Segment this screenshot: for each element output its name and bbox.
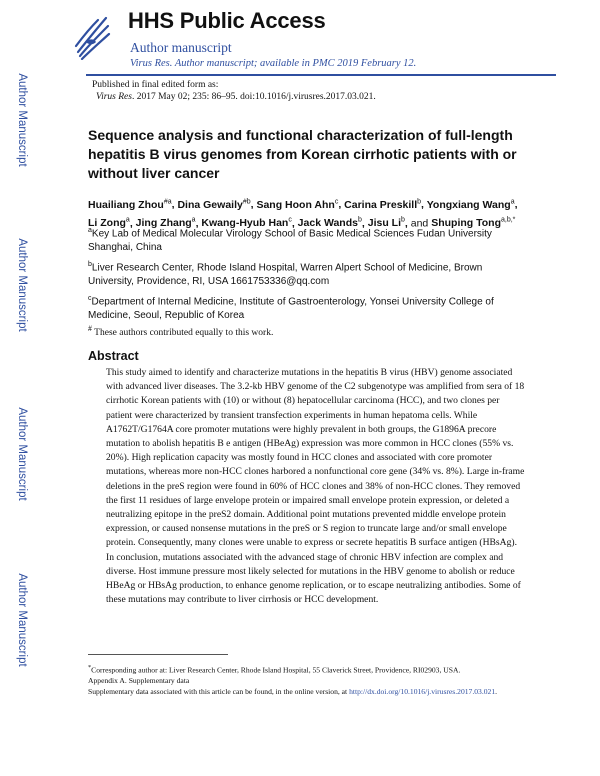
supplementary-note: Supplementary data associated with this article can be found, in the online version, at http://dx.doi.org/10.1016/j.virusres.2017.03.021. xyxy=(88,686,498,696)
author: Yongxiang Wang$^a$ xyxy=(426,198,515,211)
equal-contribution-note: # These authors contributed equally to this work. xyxy=(88,324,274,339)
sidebar-label: Author Manuscript xyxy=(16,407,28,501)
footnote-divider xyxy=(88,654,228,655)
sidebar-label: Author Manuscript xyxy=(16,573,28,667)
author: Li Zong$^a$ xyxy=(88,216,130,229)
author: Huailiang Zhou$^{\#a}$ xyxy=(88,198,172,211)
article-title: Sequence analysis and functional characterization of full-length hepatitis B virus genomes from Korean cirrhotic patients with or without liver cancer xyxy=(88,127,517,181)
banner-title: HHS Public Access xyxy=(128,8,326,33)
abstract-heading: Abstract xyxy=(88,349,139,363)
banner-divider xyxy=(86,74,556,76)
author: Sang Hoon Ahn$^c$ xyxy=(256,198,339,211)
sidebar-label: Author Manuscript xyxy=(16,238,28,332)
author: Carina Preskill$^b$ xyxy=(344,198,422,211)
author: Kwang-Hyub Han$^c$ xyxy=(201,216,292,229)
publication-details: . 2017 May 02; 235: 86–95. doi:10.1016/j.virusres.2017.03.021. xyxy=(131,92,376,102)
author-list: Huailiang Zhou$^{\#a}$, Dina Gewaily$^{\#b}$, Sang Hoon Ahn$^c$, Carina Preskill$^b$, Yongxiang Wang$^a$, Li Zong$^a$, Jing Zhang$^a$, Kwang-Hyub Han$^c$, Jack Wands$^b$, Jisu Li$^b$, and Shuping Tong$^{a,b,*}$ xyxy=(88,198,518,229)
appendix-note: Appendix A. Supplementary data xyxy=(88,676,190,686)
banner-subtitle: Author manuscript xyxy=(130,40,232,55)
sidebar-label: Author Manuscript xyxy=(16,73,28,167)
published-info xyxy=(92,79,376,103)
footnotes xyxy=(88,663,528,697)
author: Jack Wands$^b$ xyxy=(297,216,362,229)
corresponding-author-note: *Corresponding author at: Liver Research Center, Rhode Island Hospital, 55 Claverick Street, Providence, RI02903, USA. xyxy=(88,664,461,675)
supplementary-link[interactable]: http://dx.doi.org/10.1016/j.virusres.2017.03.021 xyxy=(349,686,496,696)
published-line: Published in final edited form as: xyxy=(92,80,219,90)
author: Dina Gewaily$^{\#b}$ xyxy=(177,198,251,211)
author: Jisu Li$^b$ xyxy=(367,216,405,229)
affiliation: $^c$Department of Internal Medicine, Institute of Gastroenterology, Yonsei University College of Medicine, Seoul, Republic of Korea xyxy=(88,295,494,322)
affiliation: $^b$Liver Research Center, Rhode Island Hospital, Warren Alpert School of Medicine, Brown University, Providence, RI, USA 1661753336@qq.com xyxy=(88,261,483,288)
journal-name: Virus Res xyxy=(96,92,132,102)
and-word: and xyxy=(410,217,429,229)
author: Jing Zhang$^a$ xyxy=(135,216,196,229)
affiliation: $^a$Key Lab of Medical Molecular Virology School of Basic Medical Sciences Fudan University Shanghai, China xyxy=(88,227,492,254)
abstract-body: This study aimed to identify and characterize mutations in the hepatitis B virus (HBV) genome associated with advanced liver diseases. The 3.2-kb HBV genome of the C2 subgenotype was amplified from sera of 18 cirrhotic Korean patients with (10) or without (8) hepatocellular carcinoma (HCC), and two clones per patient were characterized by transient transfection experiments in human hepatoma cells. While A1762T/G1764A core promoter mutations were highly prevalent in both groups, the G1896A precore mutation to abolish hepatitis B e antigen (HBeAg) expression was more common in HCC clones (55% vs. 20%). High replication capacity was mostly found in HCC clones and associated with core promoter mutations, whereas more non-HCC clones harbored a nonfunctional core gene (34% vs. 8%). Large in-frame deletions in the preS region were found in 60% of HCC clones and 38% of non-HCC clones. They removed the first 11 residues of large envelope protein or impaired small envelope protein expression, or deleted a neutralizing epitope in the preS2 domain. Additional point mutations prevented middle envelope protein expression, or caused nonsense mutations in the preS or S region to truncate large and/or small envelope protein. Consequently, many clones were unable to express or secrete hepatitis B surface antigen (HBsAg). In conclusion, mutations associated with the advanced stage of chronic HBV infection are complex and diverse. Host immune pressure most likely selected for mutations in the HBV genome to abolish or reduce HBeAg or HBsAg production, to enhance genome replication, or to escape neutralizing antibodies. Some of these mutations may contribute to liver cirrhosis or HCC development. xyxy=(106,367,525,606)
author: Shuping Tong$^{a,b,*}$ xyxy=(431,216,516,229)
banner-citation: Virus Res. Author manuscript; available in PMC 2019 February 12. xyxy=(130,58,417,69)
hhs-eagle-logo xyxy=(72,12,112,60)
